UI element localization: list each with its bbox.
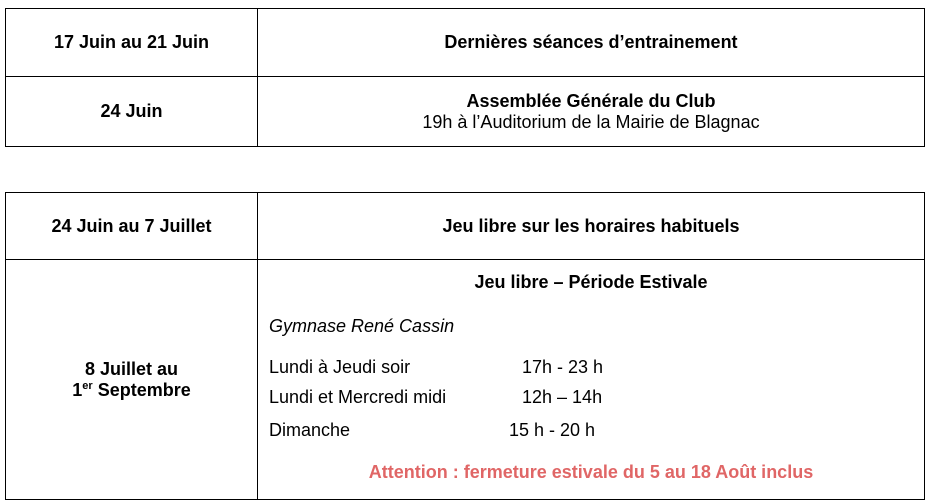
schedule-table-summer — [5, 192, 925, 500]
schedule-time: 12h – 14h — [522, 387, 603, 407]
event-title: Assemblée Générale du Club — [466, 90, 716, 111]
date-cell: 24 Juin — [6, 77, 258, 147]
summer-schedule-cell — [258, 260, 925, 500]
event-cell: Dernières séances d’entrainement — [258, 9, 925, 77]
closure-alert: Attention : fermeture estivale du 5 au 18 Août inclus — [368, 462, 814, 482]
table-row — [6, 9, 925, 77]
schedule-time: 15 h - 20 h — [509, 420, 596, 440]
event-cell — [258, 77, 925, 147]
schedule-table-june — [5, 8, 925, 147]
schedule-time: 17h - 23 h — [522, 357, 604, 377]
date-cell: 24 Juin au 7 Juillet — [6, 193, 258, 260]
period-title: Jeu libre – Période Estivale — [474, 272, 708, 292]
date-line-2 — [6, 380, 257, 401]
event-cell: Jeu libre sur les horaires habituels — [258, 193, 925, 260]
schedule-row — [269, 420, 595, 441]
table-row — [6, 260, 925, 500]
schedule-day: Dimanche — [269, 420, 351, 440]
table-row — [6, 77, 925, 147]
schedule-day: Lundi et Mercredi midi — [269, 387, 447, 407]
date-ordinal: er — [82, 379, 93, 392]
date-cell: 17 Juin au 21 Juin — [6, 9, 258, 77]
schedule-row — [269, 387, 602, 408]
event-detail: 19h à l’Auditorium de la Mairie de Blagnac — [422, 111, 760, 132]
schedule-day: Lundi à Jeudi soir — [269, 357, 411, 377]
date-cell — [6, 260, 258, 500]
schedule-row — [269, 357, 603, 378]
date-day: 1 — [72, 379, 83, 400]
table-row — [6, 193, 925, 260]
gym-name: Gymnase René Cassin — [269, 316, 455, 336]
date-line-1: 8 Juillet au — [84, 358, 179, 379]
date-month: Septembre — [92, 379, 191, 400]
